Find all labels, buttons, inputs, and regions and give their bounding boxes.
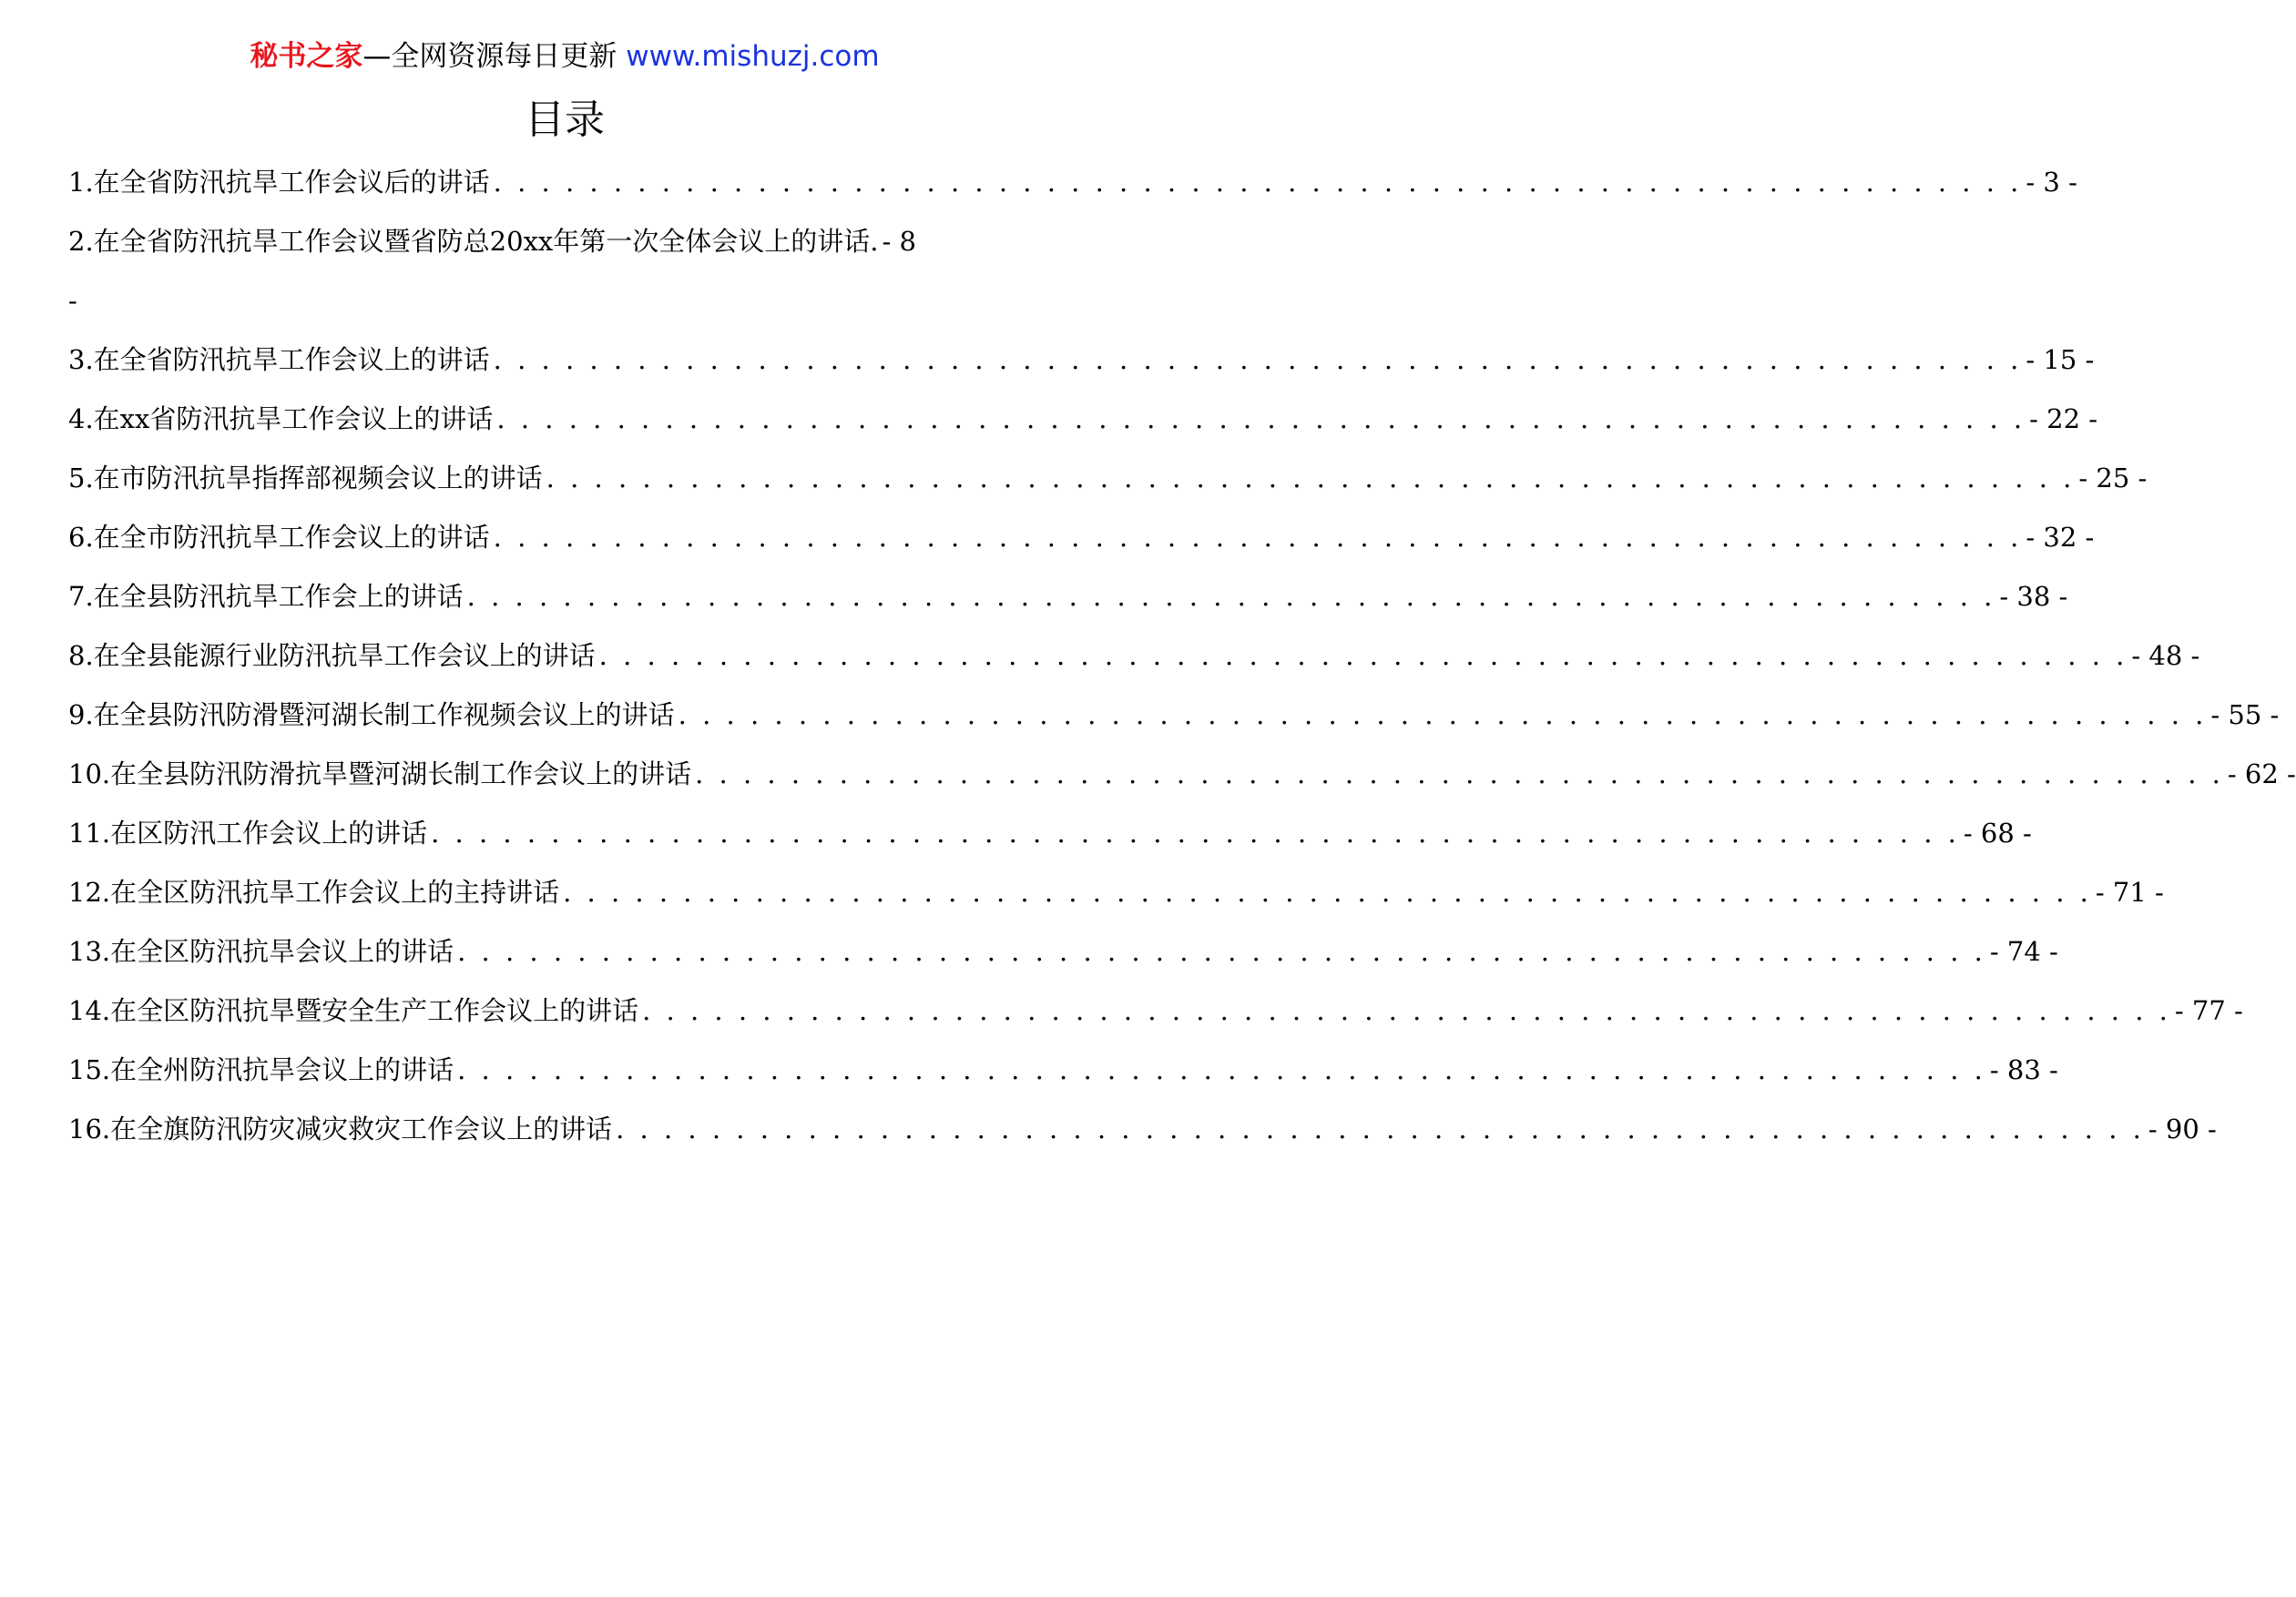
toc-entry-title: 8.在全县能源行业防汛抗旱工作会议上的讲话 (68, 640, 596, 671)
toc-entry[interactable] (68, 331, 2095, 390)
toc-entry-title: 12.在全区防汛抗旱工作会议上的主持讲话 (68, 877, 560, 908)
toc-dot-leader: . . . . . . . . . . . . . . . . . . . . . . . . . . . . . . . . . . . . . . . . . . . . . . . . . . . . . . . . . . . . . . . . (493, 344, 2023, 375)
toc-entry-page: - 32 - (2026, 522, 2095, 553)
toc-entry-page: - 62 - (2227, 758, 2296, 789)
toc-entry-title: 10.在全县防汛防滑抗旱暨河湖长制工作会议上的讲话 (68, 758, 692, 789)
toc-entry-title: 5.在市防汛抗旱指挥部视频会议上的讲话 (68, 463, 543, 493)
toc-entry-page: - 3 - (2026, 167, 2077, 198)
toc-dot-leader: . . . . . . . . . . . . . . . . . . . . . . . . . . . . . . . . . . . . . . . . . . . . . . . . . . . . . . . . . . . . . . . . (546, 463, 2076, 493)
toc-entry[interactable] (68, 508, 2095, 567)
toc-entry-title: 16.在全旗防汛防灾减灾救灾工作会议上的讲话 (68, 1114, 613, 1144)
toc-entry-page: - 90 - (2148, 1114, 2217, 1144)
toc-entry-page-tail: - (68, 285, 77, 316)
toc-entry[interactable] (68, 212, 1063, 331)
banner-slogan: —全网资源每日更新 (362, 40, 617, 73)
toc-entry[interactable] (68, 982, 2243, 1041)
toc-dot-leader: . . . . . . . . . . . . . . . . . . . . . . . . . . . . . . . . . . . . . . . . . . . . . . . . . . . . . . . . . . . . . . . . (616, 1114, 2145, 1144)
toc-dot-leader: . . . . . . . . . . . . . . . . . . . . . . . . . . . . . . . . . . . . . . . . . . . . . . . . . . . . . . . . . . . . . . . . (466, 581, 1996, 612)
toc-entry[interactable] (68, 449, 2148, 508)
toc-entry-page: - 74 - (1989, 936, 2058, 967)
toc-entry-title: 7.在全县防汛抗旱工作会上的讲话 (68, 581, 464, 612)
toc-entry-title: 4.在xx省防汛抗旱工作会议上的讲话 (68, 403, 494, 434)
toc-entry-title: 15.在全州防汛抗旱会议上的讲话 (68, 1054, 454, 1085)
brand-name: 秘书之家 (250, 40, 363, 73)
toc-dot-leader: . . . . . . . . . . . . . . . . . . . . . . . . . . . . . . . . . . . . . . . . . . . . . . . . . . . . . . . . . . . . . . . . (457, 936, 1986, 967)
toc-dot-leader: . . . . . . . . . . . . . . . . . . . . . . . . . . . . . . . . . . . . . . . . . . . . . . . . . . . . . . . . . . . . . . . . (642, 995, 2171, 1026)
toc-dot-leader: . . . . . . . . . . . . . . . . . . . . . . . . . . . . . . . . . . . . . . . . . . . . . . . . . . . . . . . . . . . . . . . . (431, 818, 1960, 849)
toc-entry-title: 9.在全县防汛防滑暨河湖长制工作视频会议上的讲话 (68, 699, 675, 730)
toc-entry[interactable] (68, 567, 2068, 626)
toc-dot-leader: . . . . . . . . . . . . . . . . . . . . . . . . . . . . . . . . . . . . . . . . . . . . . . . . . . . . . . . . . . . . . . . . (493, 522, 2023, 553)
toc-entry-title: 13.在全区防汛抗旱会议上的讲话 (68, 936, 454, 967)
toc-entry[interactable] (68, 922, 2058, 982)
toc-dot-leader: . . . . . . . . . . . . . . . . . . . . . . . . . . . . . . . . . . . . . . . . . . . . . . . . . . . . . . . . . . . . . . . . (496, 403, 2026, 434)
toc-dot-leader: . . . . . . . . . . . . . . . . . . . . . . . . . . . . . . . . . . . . . . . . . . . . . . . . . . . . . . . . . . . . . . . . (695, 758, 2224, 789)
toc-entry-title: 3.在全省防汛抗旱工作会议上的讲话 (68, 344, 490, 375)
toc-entry-title: 1.在全省防汛抗旱工作会议后的讲话 (68, 167, 490, 198)
toc-entry-page: - 8 (882, 226, 916, 257)
toc-entry[interactable] (68, 153, 2077, 212)
toc-entry[interactable] (68, 1100, 2217, 1159)
toc-dot-leader: . . . . . . . . . . . . . . . . . . . . . . . . . . . . . . . . . . . . . . . . . . . . . . . . . . . . . . . . . . . . . . . . (493, 167, 2023, 198)
toc-entry[interactable] (68, 1041, 2058, 1100)
toc-entry-page: - 25 - (2078, 463, 2148, 493)
toc-entry-page: - 55 - (2210, 699, 2280, 730)
toc-entry-page: - 83 - (1989, 1054, 2058, 1085)
toc-entry-title: 14.在全区防汛抗旱暨安全生产工作会议上的讲话 (68, 995, 639, 1026)
toc-dot-leader: . . . . . . . . . . . . . . . . . . . . . . . . . . . . . . . . . . . . . . . . . . . . . . . . . . . . . . . . . . . . . . . . (563, 877, 2092, 908)
toc-dot-leader: . . . . . . . . . . . . . . . . . . . . . . . . . . . . . . . . . . . . . . . . . . . . . . . . . . . . . . . . . . . . . . . . (598, 640, 2128, 671)
toc-entry[interactable] (68, 804, 2032, 863)
toc-dot-leader: . (870, 226, 883, 257)
toc-entry[interactable] (68, 390, 2098, 449)
toc-entry-page: - 77 - (2174, 995, 2243, 1026)
toc-entry[interactable] (68, 745, 2296, 804)
toc-entry-page: - 68 - (1963, 818, 2032, 849)
toc-entry[interactable] (68, 626, 2200, 686)
table-of-contents (68, 153, 2296, 1159)
toc-entry-title: 11.在区防汛工作会议上的讲话 (68, 818, 428, 849)
document-title: 目录 (525, 97, 605, 143)
toc-entry-page: - 15 - (2026, 344, 2095, 375)
toc-entry-title: 2.在全省防汛抗旱工作会议暨省防总20xx年第一次全体会议上的讲话 (68, 226, 871, 257)
toc-entry-page: - 22 - (2029, 403, 2098, 434)
toc-dot-leader: . . . . . . . . . . . . . . . . . . . . . . . . . . . . . . . . . . . . . . . . . . . . . . . . . . . . . . . . . . . . . . . . (678, 699, 2208, 730)
toc-entry-page: - 71 - (2095, 877, 2164, 908)
toc-entry[interactable] (68, 863, 2164, 922)
toc-entry-page: - 38 - (1999, 581, 2068, 612)
toc-entry-page: - 48 - (2131, 640, 2200, 671)
toc-entry-title: 6.在全市防汛抗旱工作会议上的讲话 (68, 522, 490, 553)
site-banner (0, 38, 1129, 75)
toc-dot-leader: . . . . . . . . . . . . . . . . . . . . . . . . . . . . . . . . . . . . . . . . . . . . . . . . . . . . . . . . . . . . . . . . (457, 1054, 1986, 1085)
site-url-link[interactable]: www.mishuzj.com (626, 40, 880, 73)
toc-entry[interactable] (68, 686, 2280, 745)
